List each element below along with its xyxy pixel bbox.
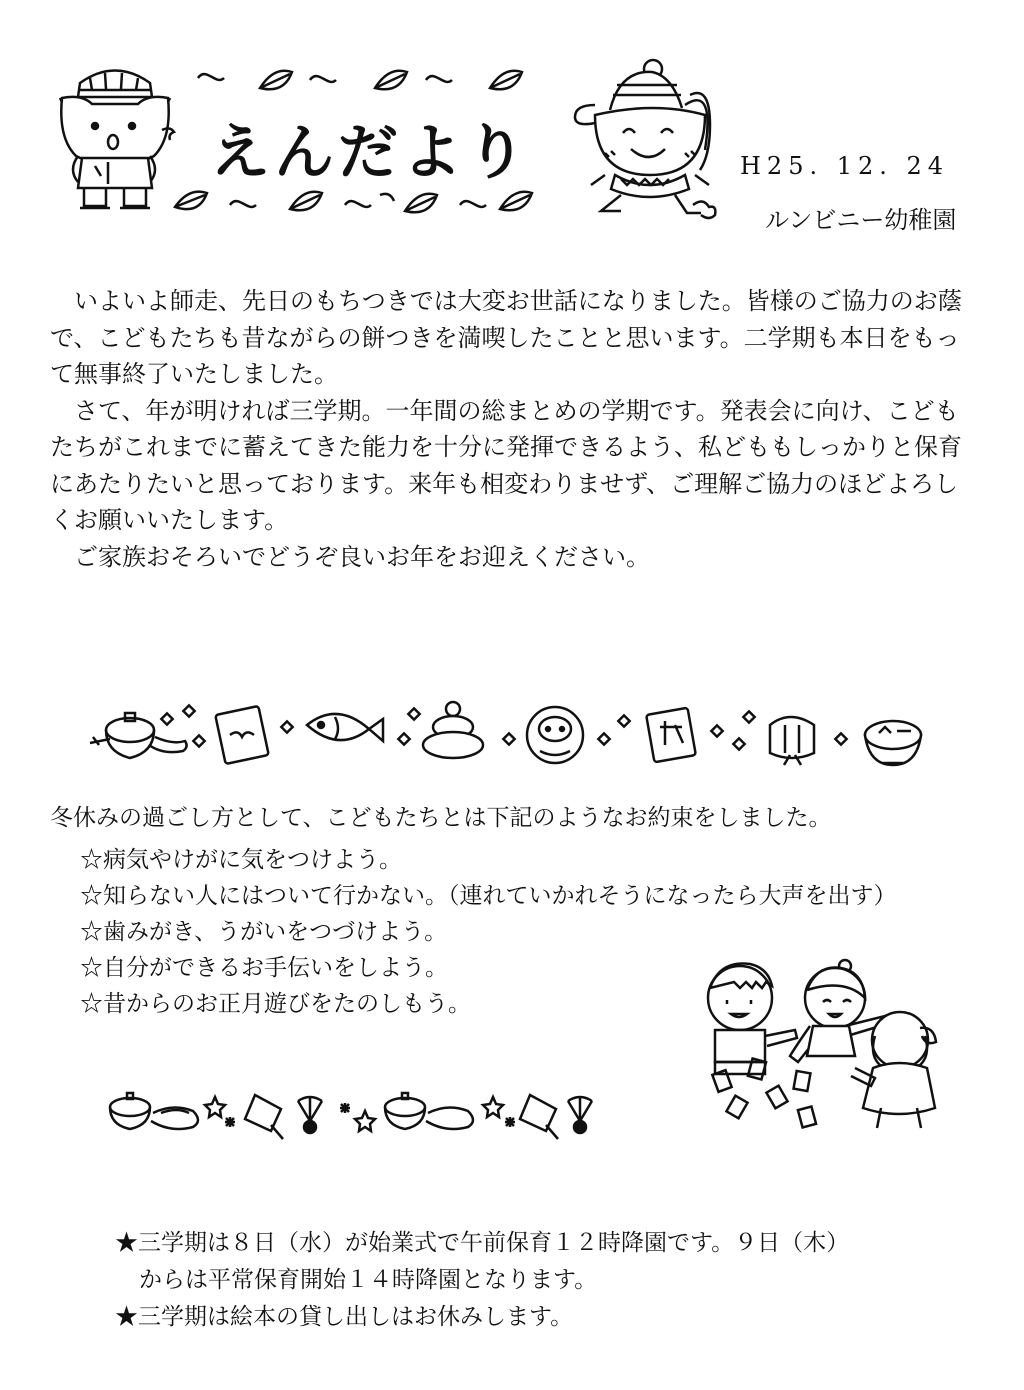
spinning-top-icon (110, 1093, 198, 1129)
shuttlecock-icon (568, 1097, 592, 1133)
lucky-bag-icon (770, 717, 814, 765)
karuta-card-icon (646, 708, 696, 763)
intro-paragraph: さて、年が明ければ三学期。一年間の総まとめの学期です。発表会に向け、こどもたちがこれまでに蓄えてきた能力を十分に発揮できるよう、私どももしっかりと保育にあたりたいと思っております。来年も相変わりませず、ご理解ご協力のほどよろしくお願いいたします。 (50, 396, 962, 534)
intro-section (50, 283, 980, 575)
spinning-top-icon (385, 1093, 473, 1129)
children-playing-karuta-illustration (695, 948, 955, 1138)
list-item: ☆病気やけがに気をつけよう。 (80, 847, 402, 873)
asterisk-icon (505, 1117, 515, 1127)
shuttlecock-icon (298, 1097, 322, 1133)
intro-paragraph: いよいよ師走、先日のもちつきでは大変お世話になりました。皆様のご協力のお蔭で、こどもたちも昔ながらの餅つきを満喫したことと思います。二学期も本日をもって無事終了いたしました。 (50, 287, 962, 388)
note-line: ★三学期は絵本の貸し出しはお休みします。 (115, 1304, 574, 1330)
otoshidama-envelope-icon (215, 706, 268, 764)
list-item: ☆知らない人にはついて行かない。（連れていかれそうになったら大声を出す） (80, 883, 897, 909)
list-item: ☆自分ができるお手伝いをしよう。 (80, 955, 448, 981)
newsletter-title: えんだより (210, 118, 530, 188)
intro-paragraph: ご家族おそろいでどうぞ良いお年をお迎えください。 (74, 542, 650, 571)
kagami-mochi-icon (423, 702, 483, 758)
winter-intro-text: 冬休みの過ごし方として、こどもたちとは下記のようなお約束をしました。 (50, 805, 832, 831)
note-line: ★三学期は８日（水）が始業式で午前保育１２時降園です。９日（木） (115, 1230, 850, 1256)
toys-border (105, 1085, 605, 1145)
asterisk-icon (340, 1103, 350, 1113)
third-term-notes (115, 1225, 975, 1336)
cat-character-illustration (50, 58, 180, 218)
hagoita-paddle-icon (245, 1095, 283, 1139)
asterisk-icon (225, 1117, 235, 1127)
star-icon (355, 1111, 375, 1131)
star-icon (205, 1097, 225, 1117)
school-name: ルンビニー幼稚園 (765, 206, 957, 234)
ozoni-bowl-icon (865, 721, 921, 765)
daruma-icon (527, 707, 583, 763)
sea-bream-icon (307, 714, 383, 741)
leaf-border-bottom (170, 185, 550, 225)
note-line: からは平常保育開始１４時降園となります。 (139, 1267, 598, 1293)
hagoita-paddle-icon (520, 1095, 558, 1139)
list-item: ☆歯みがき、うがいをつづけよう。 (80, 919, 448, 945)
leaf-border-top (190, 60, 540, 100)
list-item: ☆昔からのお正月遊びをたのしもう。 (80, 991, 471, 1017)
star-icon (483, 1097, 503, 1117)
new-year-items-border (85, 695, 935, 780)
snow-character-illustration (565, 55, 715, 225)
issue-date: H25. 12. 24 (740, 152, 950, 180)
